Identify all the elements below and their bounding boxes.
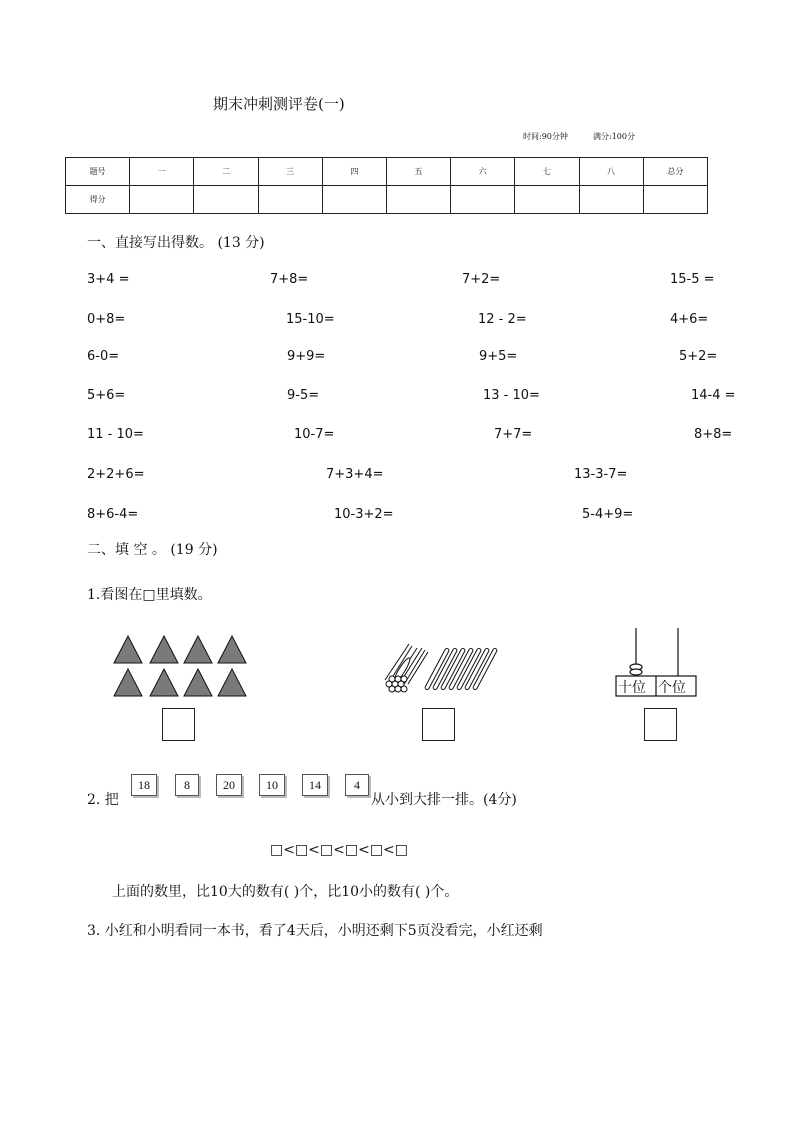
section1-heading: 一、直接写出得数。 (13 分) [87,235,265,251]
score-table-cell: 七 [515,158,579,186]
equation: 13 - 10= [483,388,540,403]
score-input-cell[interactable] [130,186,194,214]
equation: 2+2+6= [87,467,145,482]
score-table-cell: 题号 [66,158,130,186]
ordering-blanks[interactable]: □<□<□<□<□<□ [270,842,409,858]
answer-box-sticks[interactable] [422,708,455,741]
triangle-shape [150,669,178,696]
question-2-suffix: 从小到大排一排。(4分) [371,792,517,808]
equation: 8+8= [694,427,733,442]
score-input-cell[interactable] [322,186,386,214]
score-table-cell: 八 [579,158,643,186]
score-table-cell: 总分 [643,158,707,186]
equation: 13-3-7= [574,467,628,482]
equation: 9-5= [287,388,320,403]
equation: 4+6= [670,312,709,327]
equation: 5-4+9= [582,507,634,522]
equation: 7+8= [270,272,309,287]
number-card: 20 [216,774,242,796]
score-input-cell[interactable] [258,186,322,214]
answer-box-abacus[interactable] [644,708,677,741]
number-card: 14 [302,774,328,796]
score-input-cell[interactable] [194,186,258,214]
score-table-score-row [66,186,708,214]
score-table [65,157,708,214]
sticks-bundle-picture [380,640,502,696]
score-table-header-row [66,158,708,186]
equation: 0+8= [87,312,126,327]
question-1: 1.看图在□里填数。 [87,587,212,603]
equation: 15-10= [286,312,335,327]
exam-time: 时间:90分钟 [523,132,568,141]
triangle-shape [218,636,246,663]
equation: 10-7= [294,427,335,442]
score-table-cell: 六 [451,158,515,186]
answer-box-triangles[interactable] [162,708,195,741]
triangle-shape [184,669,212,696]
abacus-label-tens: 十位 [618,680,646,696]
question-2-prefix: 2. 把 [87,792,119,808]
abacus-label-ones: 个位 [658,680,686,696]
triangle-shape [150,636,178,663]
triangles-picture [110,634,252,698]
equation: 7+3+4= [326,467,384,482]
equation: 14-4 = [691,388,736,403]
equation: 11 - 10= [87,427,144,442]
triangle-shape [114,636,142,663]
triangle-shape [218,669,246,696]
triangle-shape [114,669,142,696]
number-card: 4 [345,774,369,796]
equation: 9+5= [479,349,518,364]
score-input-cell[interactable] [386,186,450,214]
question-3: 3. 小红和小明看同一本书，看了4天后，小明还剩下5页没看完，小红还剩 [87,923,543,939]
equation: 5+6= [87,388,126,403]
page-title: 期末冲刺测评卷(一) [213,95,345,113]
number-card: 18 [131,774,157,796]
full-score: 满分:100分 [593,132,635,141]
abacus-bead [630,669,642,675]
score-table-cell: 二 [194,158,258,186]
score-table-cell: 三 [258,158,322,186]
triangle-shape [184,636,212,663]
score-table-cell: 五 [386,158,450,186]
score-table-cell: 一 [130,158,194,186]
score-input-cell[interactable] [643,186,707,214]
score-table-cell: 四 [322,158,386,186]
question-2-follow-up: 上面的数里，比10大的数有( )个，比10小的数有( )个。 [112,884,459,900]
number-card: 8 [175,774,199,796]
score-input-cell[interactable] [579,186,643,214]
equation: 8+6-4= [87,507,139,522]
equation: 7+7= [494,427,533,442]
equation: 5+2= [679,349,718,364]
equation: 9+9= [287,349,326,364]
equation: 7+2= [462,272,501,287]
equation: 12 - 2= [478,312,527,327]
score-input-cell[interactable] [515,186,579,214]
equation: 3+4 = [87,272,130,287]
equation: 10-3+2= [334,507,394,522]
score-input-cell[interactable] [451,186,515,214]
number-card: 10 [259,774,285,796]
equation: 6-0= [87,349,120,364]
section2-heading: 二、填 空 。 (19 分) [87,542,218,558]
equation: 15-5 = [670,272,715,287]
score-table-cell: 得分 [66,186,130,214]
